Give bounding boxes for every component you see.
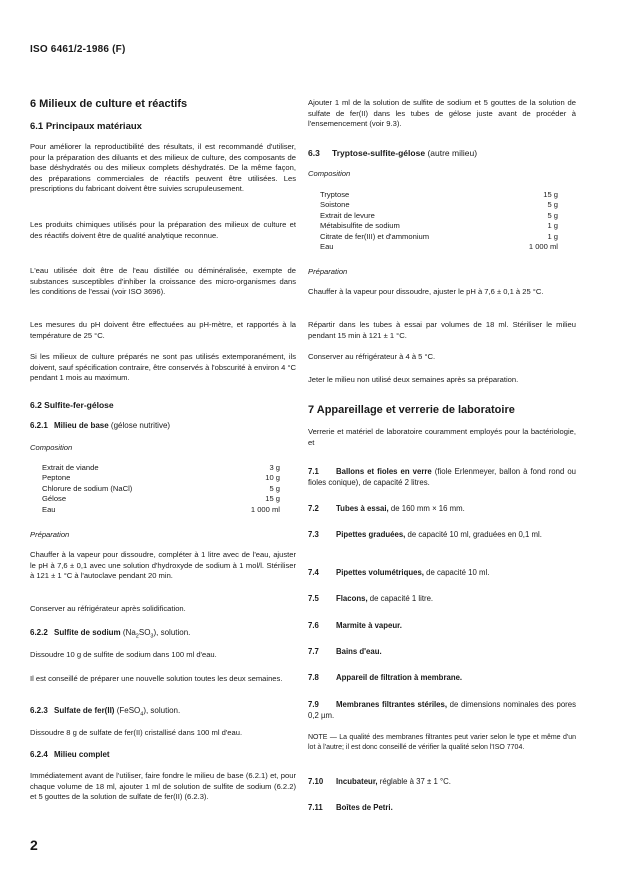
composition-row: Extrait de viande 3 g xyxy=(42,463,280,472)
continuation-paragraph: Ajouter 1 ml de la solution de sulfite de sodium et 5 gouttes de la solution de sulfate de fer(II) dans les tubes de gélose juste avant de procéder à l'ensemencement (voir 9.3). xyxy=(308,98,576,129)
preparation-label: Préparation xyxy=(30,530,70,539)
composition-table-6-2-1 xyxy=(42,463,280,515)
preparation-label-6-3: Préparation xyxy=(308,267,348,276)
equipment-item: 7.10 Incubateur, réglable à 37 ± 1 °C. xyxy=(308,777,451,786)
paragraph-storage: Si les milieux de culture préparés ne sont pas utilisés extemporanément, ils doivent, sauf spécification contraire, être conservés à l'obscurité à environ 4 °C pendant 1 mois au maximum. xyxy=(30,352,296,383)
preparation-distribute: Répartir dans les tubes à essai par volumes de 18 ml. Stériliser le milieu pendant 15 min à 121 ± 1 °C. xyxy=(308,320,576,340)
composition-row: Métabisulfite de sodium 1 g xyxy=(320,221,558,231)
paragraph-reproducibility: Pour améliorer la reproductibilité des résultats, il est recommandé d'utiliser, pour la préparation des diluants et des milieux de culture, des composants de base déshydratés ou des milieux complets déshydratés. De la même façon, des préparations commerciales de réactifs peuvent être utilisées. Les prescriptions du fabricant doivent être suivies scrupuleusement. xyxy=(30,142,296,194)
complete-medium-text: Immédiatement avant de l'utiliser, faire fondre le milieu de base (6.2.1) et, pour chaque volume de 18 ml, ajouter 1 ml de solution de sulfite de sodium (6.2.2) et 5 gouttes de la solution de sulfate de fer(II) (6.2.3). xyxy=(30,771,296,802)
section-6-2-4-heading: 6.2.4 Milieu complet xyxy=(30,750,110,759)
iron-sulfate-text: Dissoudre 8 g de sulfate de fer(II) cristallisé dans 100 ml d'eau. xyxy=(30,728,243,737)
equipment-item: 7.9 Membranes filtrantes stériles, de dimensions nominales des pores 0,2 µm. xyxy=(308,700,576,720)
section-6-2-1-heading: 6.2.1 Milieu de base (gélose nutritive) xyxy=(30,421,171,430)
preparation-ph: Chauffer à la vapeur pour dissoudre, ajuster le pH à 7,6 ± 0,1 à 25 °C. xyxy=(308,287,544,296)
section-6-3-heading: 6.3 Tryptose-sulfite-gélose (autre milieu) xyxy=(308,148,478,158)
paragraph-chemicals: Les produits chimiques utilisés pour la préparation des milieux de culture et des réactifs doivent être de qualité analytique reconnue. xyxy=(30,220,296,240)
equipment-item: 7.7 Bains d'eau. xyxy=(308,647,382,656)
composition-table-6-3 xyxy=(320,190,558,252)
composition-label-6-3: Composition xyxy=(308,169,351,178)
section-6-2-heading: 6.2 Sulfite-fer-gélose xyxy=(30,400,114,410)
paragraph-ph: Les mesures du pH doivent être effectuées au pH-mètre, et rapportés à la température de 25 °C. xyxy=(30,320,296,340)
equipment-item: 7.6 Marmite à vapeur. xyxy=(308,621,402,630)
document-id: ISO 6461/2-1986 (F) xyxy=(30,44,126,55)
preparation-conserve: Conserver au réfrigérateur à 4 à 5 °C. xyxy=(308,352,436,361)
equipment-item: 7.5 Flacons, de capacité 1 litre. xyxy=(308,594,434,603)
composition-row: Eau 1 000 ml xyxy=(42,504,280,514)
sodium-sulfite-note: Il est conseillé de préparer une nouvelle solution toutes les deux semaines. xyxy=(30,674,283,683)
composition-row: Extrait de levure 5 g xyxy=(320,210,558,220)
composition-row: Eau 1 000 ml xyxy=(320,242,558,252)
composition-row: Soistone 5 g xyxy=(320,200,558,210)
preparation-discard: Jeter le milieu non utilisé deux semaines après sa préparation. xyxy=(308,375,519,384)
section-6-heading: 6 Milieux de culture et réactifs xyxy=(30,98,188,110)
composition-row: Citrate de fer(III) et d'ammonium 1 g xyxy=(320,231,558,241)
equipment-item: 7.11 Boîtes de Petri. xyxy=(308,803,393,812)
section-7-heading: 7 Appareillage et verrerie de laboratoire xyxy=(308,404,515,416)
section-6-2-3-heading: 6.2.3 Sulfate de fer(II) (FeSO$_4$), solution. xyxy=(30,706,181,718)
equipment-item: 7.1 Ballons et fioles en verre (fiole Erlenmeyer, ballon à fond rond ou fioles conique), de capacité 2 litres. xyxy=(308,467,576,487)
preparation-storage: Conserver au réfrigérateur après solidification. xyxy=(30,604,186,613)
composition-row: Chlorure de sodium (NaCl) 5 g xyxy=(42,483,280,493)
composition-row: Gélose 15 g xyxy=(42,494,280,504)
paragraph-water: L'eau utilisée doit être de l'eau distillée ou déminéralisée, exempte de substances susceptibles d'inhiber la croissance des micro-organismes dans les conditions de l'essai (voir ISO 3696). xyxy=(30,266,296,297)
composition-row: Tryptose 15 g xyxy=(320,190,558,199)
equipment-item: 7.8 Appareil de filtration à membrane. xyxy=(308,673,463,682)
composition-row: Peptone 10 g xyxy=(42,473,280,483)
page-number: 2 xyxy=(30,837,38,853)
section-6-2-2-heading: 6.2.2 Sulfite de sodium $(Na_2SO_3)$, solution. xyxy=(30,628,191,640)
membrane-note: NOTE — La qualité des membranes filtrantes peut varier selon le type et même d'un lot à l'autre; il est donc conseillé de vérifier la qualité selon l'ISO 7704. xyxy=(308,734,576,751)
equipment-item: 7.4 Pipettes volumétriques, de capacité 10 ml. xyxy=(308,568,490,577)
composition-label: Composition xyxy=(30,443,73,452)
equipment-item: 7.3 Pipettes graduées, de capacité 10 ml, graduées en 0,1 ml. xyxy=(308,530,542,539)
section-6-1-heading: 6.1 Principaux matériaux xyxy=(30,121,142,132)
section-7-intro: Verrerie et matériel de laboratoire couramment employés pour la bactériologie, et xyxy=(308,427,576,447)
equipment-item: 7.2 Tubes à essai, de 160 mm × 16 mm. xyxy=(308,504,465,513)
sodium-sulfite-text: Dissoudre 10 g de sulfite de sodium dans 100 ml d'eau. xyxy=(30,650,217,659)
preparation-text: Chauffer à la vapeur pour dissoudre, compléter à 1 litre avec de l'eau, ajuster le pH à 7,6 ± 0,1 avec une solution d'hydroxyde de sodium à 1 mol/l. Stériliser à 121 ± 1 °C à l'autoclave pendant 20 min. xyxy=(30,550,296,581)
